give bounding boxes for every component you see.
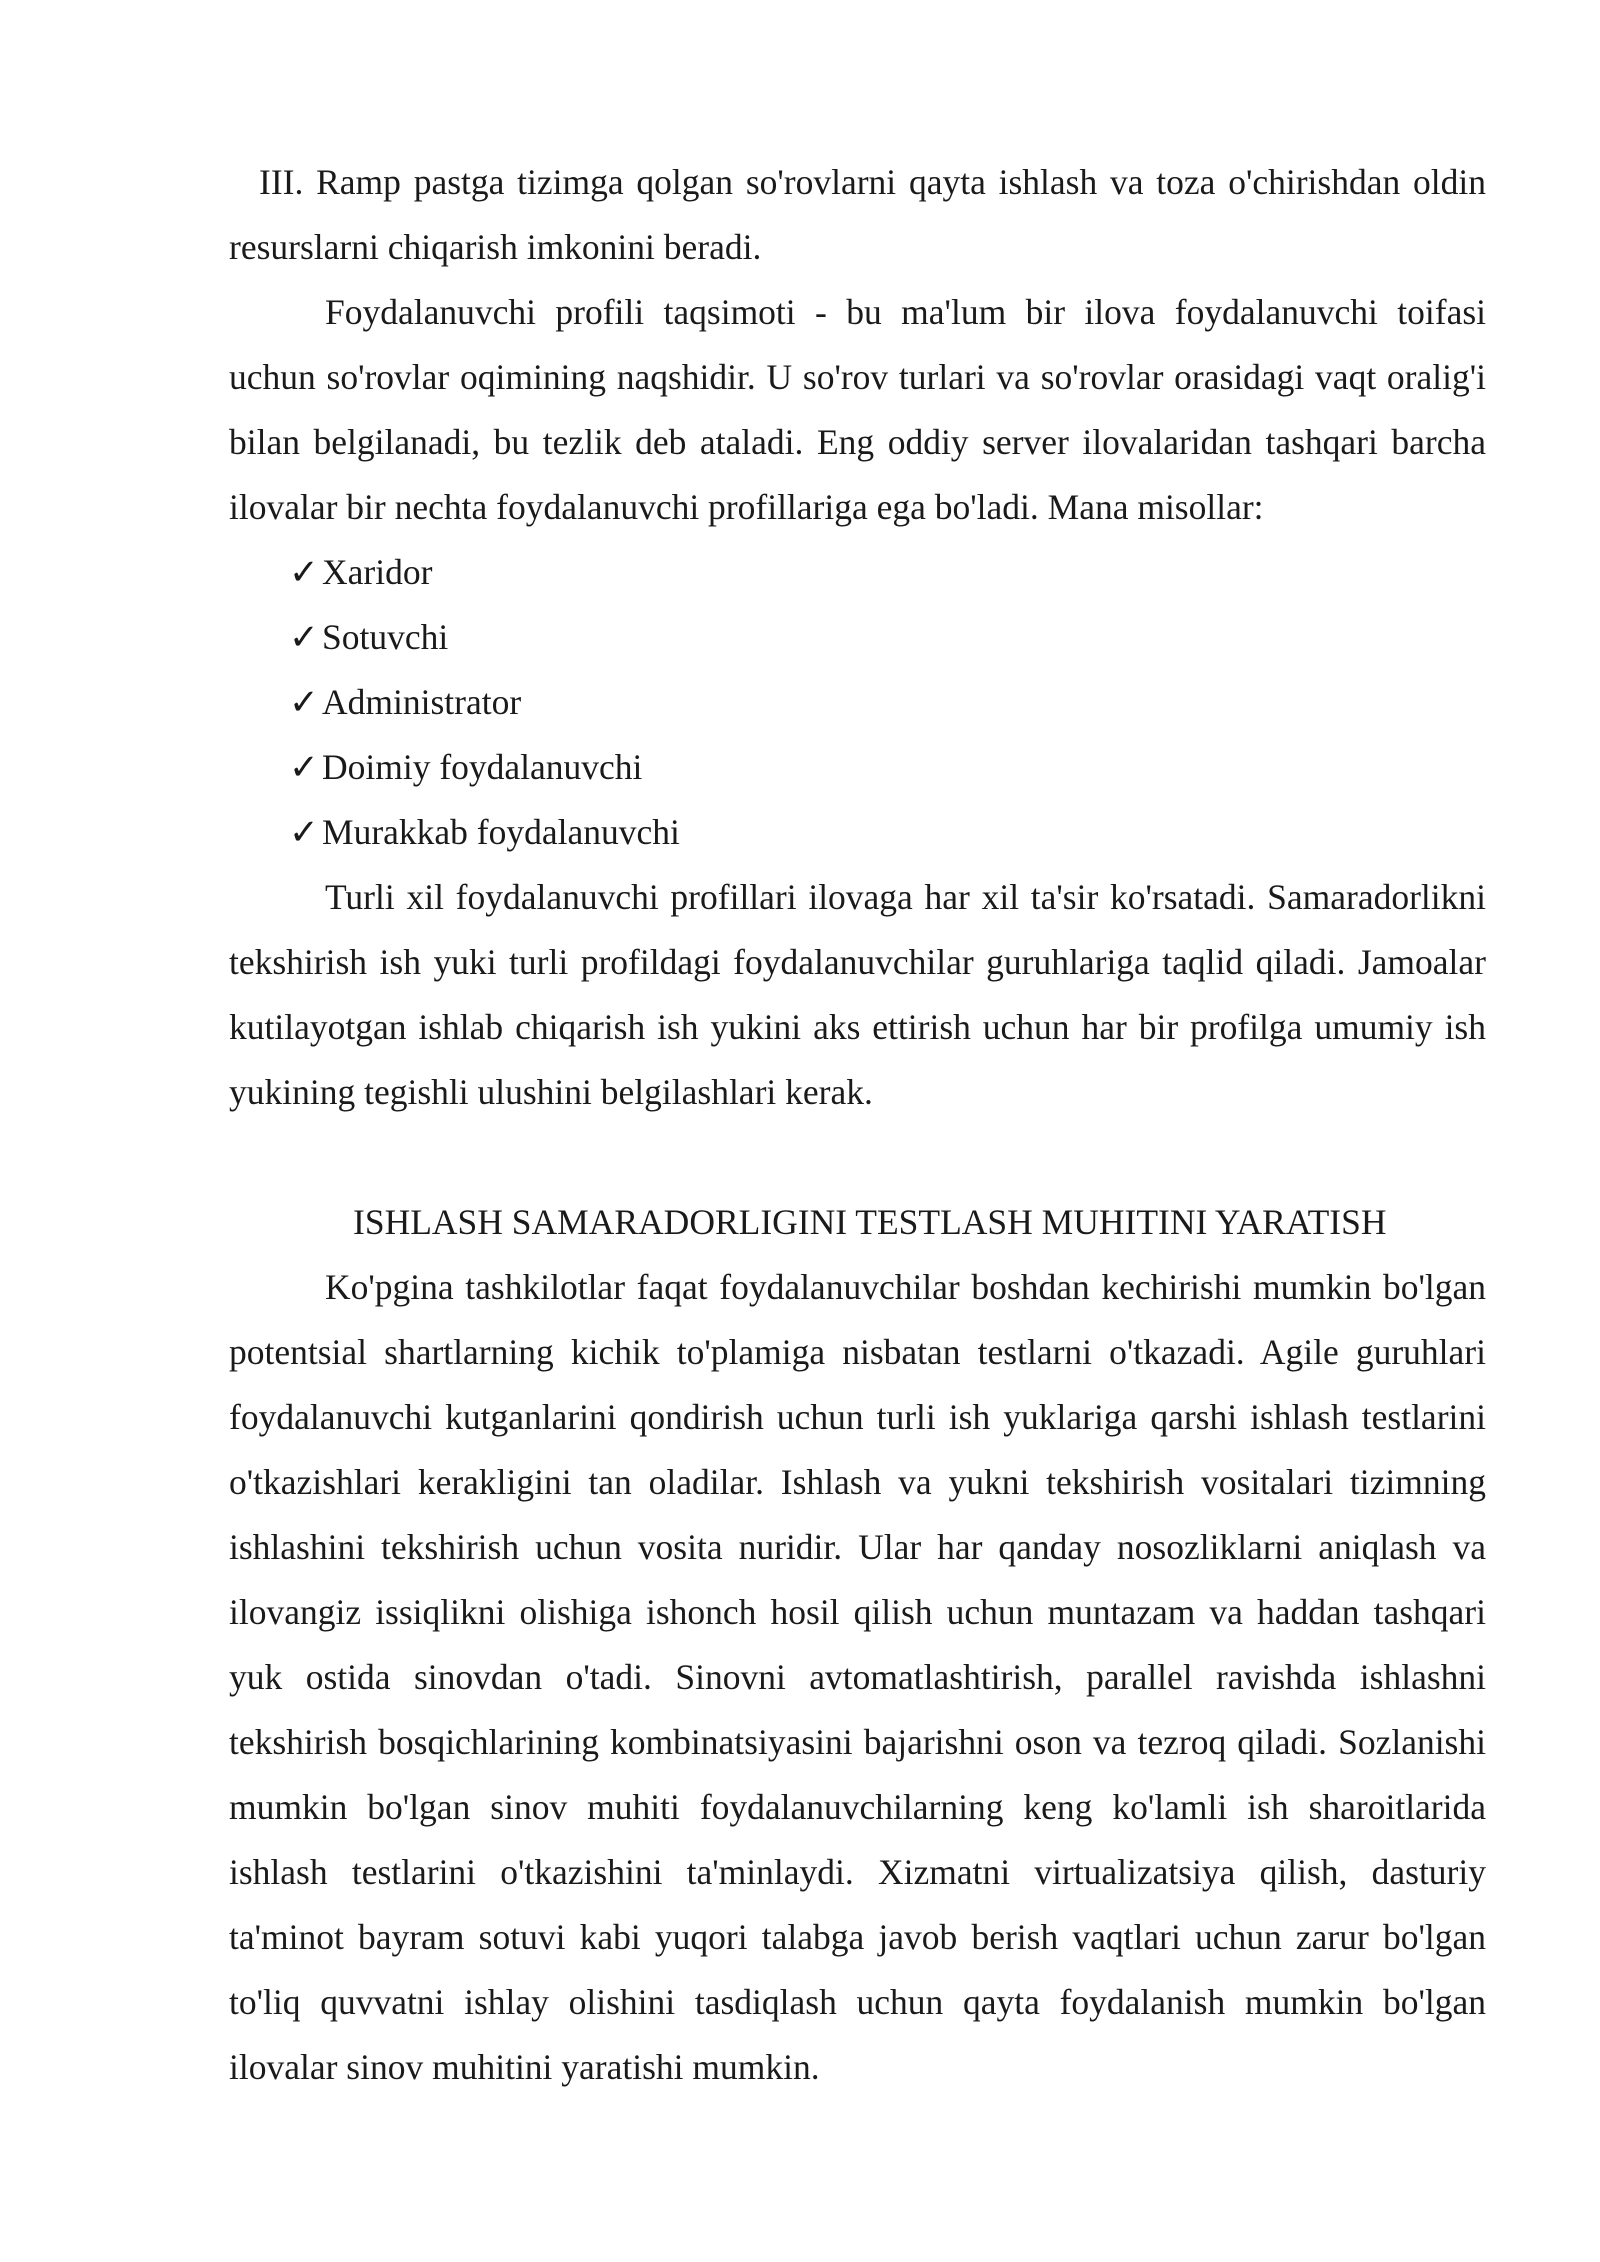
list-item-label: Administrator <box>322 682 522 722</box>
profile-paragraph: Foydalanuvchi profili taqsimoti - bu ma'lum bir ilova foydalanuvchi toifasi uchun so'rovlar oqimining naqshidir. U so'rov turlari va so'rovlar orasidagi vaqt oralig'i bilan belgilanadi, bu tezlik deb ataladi. Eng oddiy server ilovalaridan tashqari barcha ilovalar bir nechta foydalanuvchi profillariga ega bo'ladi. Mana misollar: <box>229 292 1486 527</box>
list-item-label: Doimiy foydalanuvchi <box>322 747 643 787</box>
list-item <box>289 670 1486 735</box>
list-item <box>289 540 1486 605</box>
numbered-paragraph: III. Ramp pastga tizimga qolgan so'rovlarni qayta ishlash va toza o'chirishdan oldin resurslarni chiqarish imkonini beradi. <box>229 162 1486 267</box>
profile-list <box>229 540 1486 865</box>
list-item <box>289 605 1486 670</box>
checkmark-icon: ✓ <box>289 747 319 787</box>
profiles-effect-paragraph: Turli xil foydalanuvchi profillari ilovaga har xil ta'sir ko'rsatadi. Samaradorlikni tekshirish ish yuki turli profildagi foydalanuvchilar guruhlariga taqlid qiladi. Jamoalar kutilayotgan ishlab chiqarish ish yukini aks ettirish uchun har bir profilga umumiy ish yukining tegishli ulushini belgilashlari kerak. <box>229 877 1486 1112</box>
list-item <box>289 800 1486 865</box>
document-page <box>229 150 1486 2100</box>
list-item-label: Sotuvchi <box>322 617 449 657</box>
checkmark-icon: ✓ <box>289 682 319 722</box>
checkmark-icon: ✓ <box>289 812 319 852</box>
environment-paragraph: Ko'pgina tashkilotlar faqat foydalanuvchilar boshdan kechirishi mumkin bo'lgan potentsial shartlarning kichik to'plamiga nisbatan testlarni o'tkazadi. Agile guruhlari foydalanuvchi kutganlarini qondirish uchun turli ish yuklariga qarshi ishlash testlarini o'tkazishlari kerakligini tan oladilar. Ishlash va yukni tekshirish vositalari tizimning ishlashini tekshirish uchun vosita nuridir. Ular har qanday nosozliklarni aniqlash va ilovangiz issiqlikni olishiga ishonch hosil qilish uchun muntazam va haddan tashqari yuk ostida sinovdan o'tadi. Sinovni avtomatlashtirish, parallel ravishda ishlashni tekshirish bosqichlarining kombinatsiyasini bajarishni oson va tezroq qiladi. Sozlanishi mumkin bo'lgan sinov muhiti foydalanuvchilarning keng ko'lamli ish sharoitlarida ishlash testlarini o'tkazishini ta'minlaydi. Xizmatni virtualizatsiya qilish, dasturiy ta'minot bayram sotuvi kabi yuqori talabga javob berish vaqtlari uchun zarur bo'lgan to'liq quvvatni ishlay olishini tasdiqlash uchun qayta foydalanish mumkin bo'lgan ilovalar sinov muhitini yaratishi mumkin. <box>229 1267 1486 2087</box>
list-item-label: Xaridor <box>322 552 433 592</box>
checkmark-icon: ✓ <box>289 617 319 657</box>
list-item <box>289 735 1486 800</box>
checkmark-icon: ✓ <box>289 552 319 592</box>
section-heading: ISHLASH SAMARADORLIGINI TESTLASH MUHITINI YARATISH <box>353 1202 1387 1242</box>
list-item-label: Murakkab foydalanuvchi <box>322 812 680 852</box>
